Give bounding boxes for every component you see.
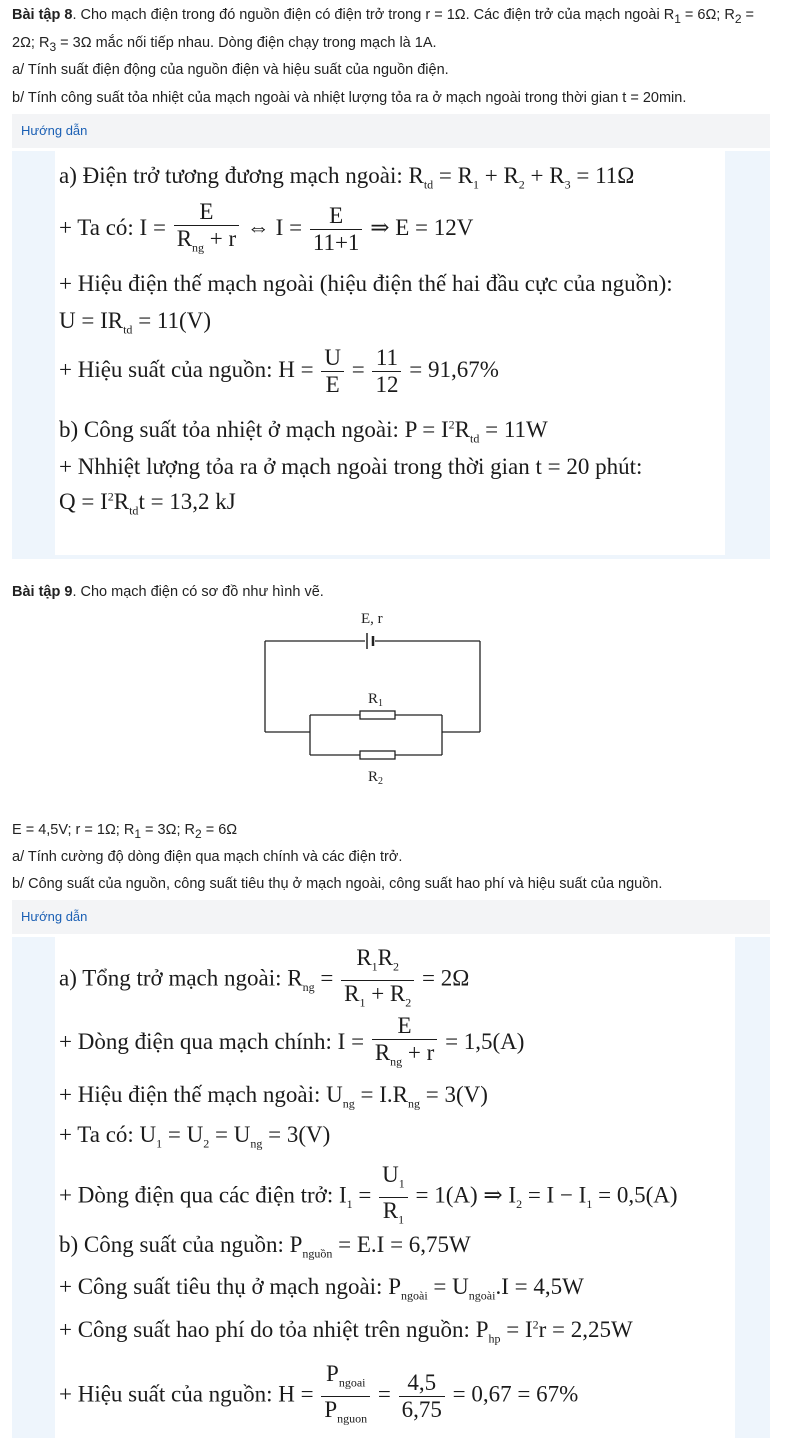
ex9-sol-line6: b) Công suất của nguồn: $P_{nguồn} = E.I = 6,75W$ — [59, 1232, 471, 1261]
ex8-sol-line6: b) Công suất tỏa nhiệt ở mạch ngoài: $P = I^2R_{td} = 11W$ — [59, 417, 548, 446]
ex9-guide-link[interactable]: Hướng dẫn — [21, 909, 88, 924]
ex8-solution-image — [55, 151, 725, 555]
ex9-given: E = 4,5V; r = 1Ω; $R_1 = 3\Omega$; $R_2 = 6\Omega$ — [12, 822, 238, 841]
ex8-sol-line1: a) Điện trở tương đương mạch ngoài: $R_{td} = R_1 + R_2 + R_3 = 11\Omega$ — [59, 163, 635, 192]
ex9-sol-line9: + Hiệu suất của nguồn: H = $P_{ngoai}$ $P_{nguon}$ = $\frac{4,5}{6,75}$ = 0,67 = 67% — [59, 1361, 579, 1426]
ex8-guide-link[interactable]: Hướng dẫn — [21, 123, 88, 138]
ex8-sol-line8: $Q = I^2R_{td}t = 13,2$ kJ — [59, 489, 236, 518]
ex8-sol-line7: + Nhhiệt lượng tỏa ra ở mạch ngoài trong thời gian t = 20 phút: — [59, 454, 643, 479]
ex9-sol-line7: + Công suất tiêu thụ ở mạch ngoài: $P_{ngoài} = U_{ngoài}.I = 4,5W$ — [59, 1274, 584, 1303]
ex9-solution-image — [55, 937, 735, 1438]
ex9-question-b: b/ Công suất của nguồn, công suất tiêu thụ ở mạch ngoài, công suất hao phí và hiệu suất của nguồn. — [12, 876, 663, 892]
ex9-sol-line2: + Dòng điện qua mạch chính: I = E $R_{ng} + r$ = 1,5(A) — [59, 1013, 525, 1069]
ex9-statement: Bài tập 9. Cho mạch điện có sơ đồ như hình vẽ. — [12, 584, 324, 600]
ex9-sol-line8: + Công suất hao phí do tỏa nhiệt trên nguồn: $P_{hp} = I^2r = 2,25W$ — [59, 1317, 633, 1346]
ex8-sol-line5: + Hiệu suất của nguồn: H = $\frac{U}{E}$ = $\frac{11}{12}$ = 91,67% — [59, 345, 499, 397]
ex8-sol-line3: + Hiệu điện thế mạch ngoài (hiệu điện thế hai đầu cực của nguồn): — [59, 271, 673, 296]
r2-label: $R_2$ — [368, 769, 384, 787]
ex8-sol-line4: $U = IR_{td} = 11(V)$ — [59, 308, 211, 337]
ex8-sol-line2: + Ta có: I = E $R_{ng} + r$ ⇔ I = $\frac{E}{11+1}$ ⇒ E = 12V — [59, 199, 474, 256]
ex9-sol-line4: + Ta có: $U_1 = U_2 = U_{ng} = 3(V)$ — [59, 1122, 331, 1151]
ex9-question-a: a/ Tính cường độ dòng điện qua mạch chính và các điện trở. — [12, 849, 403, 865]
ex8-solution — [12, 151, 770, 559]
source-label: E, r — [361, 611, 383, 627]
ex8-title: Bài tập 8 — [12, 7, 73, 23]
ex9-sol-line5: + Dòng điện qua các điện trở: $I_1$ = $\frac{U_1}{R_1}$ = 1(A) ⇒ $I_2 = I - I_1 = 0,5(A)$ — [59, 1162, 678, 1227]
ex9-guide-header[interactable] — [12, 900, 770, 934]
circuit-diagram — [255, 605, 505, 790]
ex8-guide-header[interactable] — [12, 114, 770, 148]
resistor-r2 — [360, 751, 395, 759]
ex9-solution — [12, 937, 770, 1438]
ex8-question-a: a/ Tính suất điện động của nguồn điện và hiệu suất của nguồn điện. — [12, 62, 449, 78]
ex9-sol-line1: a) Tổng trở mạch ngoài: $R_{ng}$ = $\frac{R_1R_2}{R_1 + R_2}$ = 2Ω — [59, 945, 470, 1010]
r1-label: $R_1$ — [368, 691, 384, 709]
resistor-r1 — [360, 711, 395, 719]
ex9-sol-line3: + Hiệu điện thế mạch ngoài: $U_{ng} = I.R_{ng} = 3(V)$ — [59, 1082, 488, 1111]
ex8-question-b: b/ Tính công suất tỏa nhiệt của mạch ngoài và nhiệt lượng tỏa ra ở mạch ngoài trong thời gian t = 20min. — [12, 90, 687, 106]
ex9-title: Bài tập 9 — [12, 584, 73, 600]
ex8-statement: Bài tập 8. Cho mạch điện trong đó nguồn điện có điện trở trong r = 1Ω. Các điện trở của mạch ngoài $R_1 = 6\Omega$; $R_2$ = 2Ω; $R_3 = 3\Omega$ mắc nối tiếp nhau. Dòng điện chạy trong mạch là 1A. — [12, 7, 755, 54]
